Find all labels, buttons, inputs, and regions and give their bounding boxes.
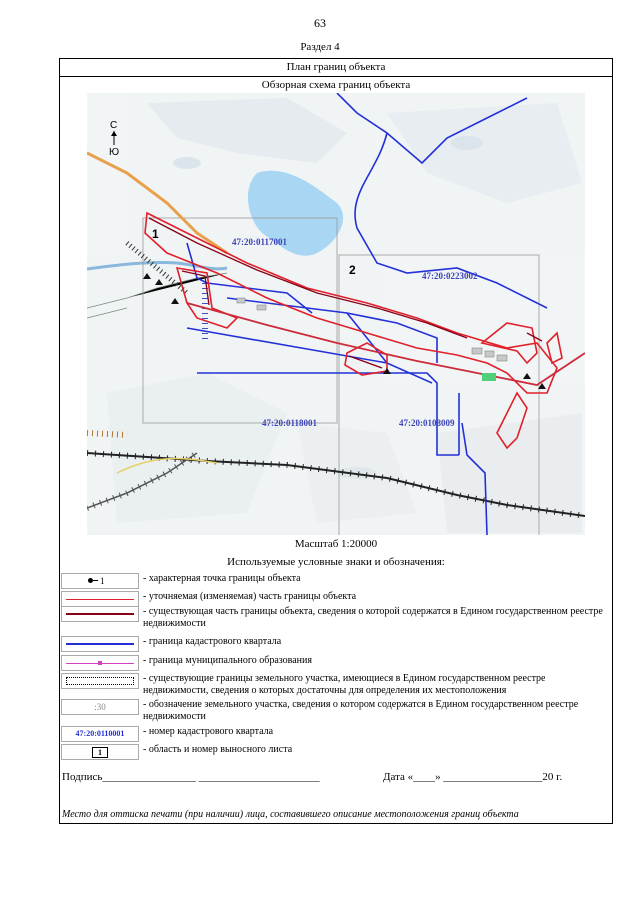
stamp-note: Место для оттиска печати (при наличии) лица, составившего описание местоположения границ объекта <box>62 809 519 820</box>
date-label: Дата «____» __________________20 г. <box>383 771 563 783</box>
parcel-label-icon: :30 <box>61 699 139 715</box>
sheet-label-2: 2 <box>349 263 356 277</box>
quarter-line-icon <box>61 636 139 652</box>
quarter-label: 47:20:0108009 <box>399 418 455 428</box>
sheet-label-1: 1 <box>152 227 159 241</box>
existing-line-icon <box>61 606 139 622</box>
municipal-line-icon <box>61 655 139 671</box>
compass-south: Ю <box>109 147 120 158</box>
signature-label: Подпись_________________ ______________________ <box>62 771 320 783</box>
overview-subtitle: Обзорная схема границ объекта <box>261 79 411 91</box>
quarter-label: 47:20:0117001 <box>232 237 287 247</box>
clarified-line-icon <box>61 591 139 607</box>
green-plot <box>482 373 496 381</box>
overview-map <box>87 93 585 535</box>
quarter-label: 47:20:0118001 <box>262 418 317 428</box>
point-symbol-icon: 1 <box>61 573 139 589</box>
section-label: Раздел 4 <box>300 41 340 53</box>
plan-title: План границ объекта <box>60 59 612 77</box>
compass-north: С <box>110 120 118 131</box>
plan-frame: План границ объекта Обзорная схема границ объекта С Ю 1 2 47:20:0117001 47:20:0223002 47:20:0118001 47:20:0108009 Масштаб 1:20000 Используемые условные знаки и обозначения: 1 - характерная точка границы объекта - уточняемая (изменяемая) часть границы объекта - существующая часть границы объекта, сведения о которой содержатся в Едином государственном реестре недвижимости - граница кадастрового квартала - граница муниципального образования - существующие границы земельного участка, имеющиеся в Едином государственном реестре недвижимости, сведения о которых достаточны для определения их местоположения :30 - обозначение земельного участка, сведения о котором содержатся в Едином государственном реестре недвижимости 47:20:0110001 - номер кадастрового квартала 1 - область и номер выносного листа Подпись_________________ ______________________ Дата «____» __________________20 г. Место для оттиска печати (при наличии) лица, составившего описание местоположения границ объекта <box>59 58 613 824</box>
parcel-border-icon <box>61 673 139 689</box>
page-number: 63 <box>314 16 326 30</box>
quarter-label: 47:20:0223002 <box>422 271 478 281</box>
map-scale: Масштаб 1:20000 <box>294 538 378 550</box>
legend-title: Используемые условные знаки и обозначения: <box>227 556 445 568</box>
terrain <box>87 93 585 535</box>
sheet-number-icon: 1 <box>61 744 139 760</box>
quarter-number-icon: 47:20:0110001 <box>61 726 139 742</box>
